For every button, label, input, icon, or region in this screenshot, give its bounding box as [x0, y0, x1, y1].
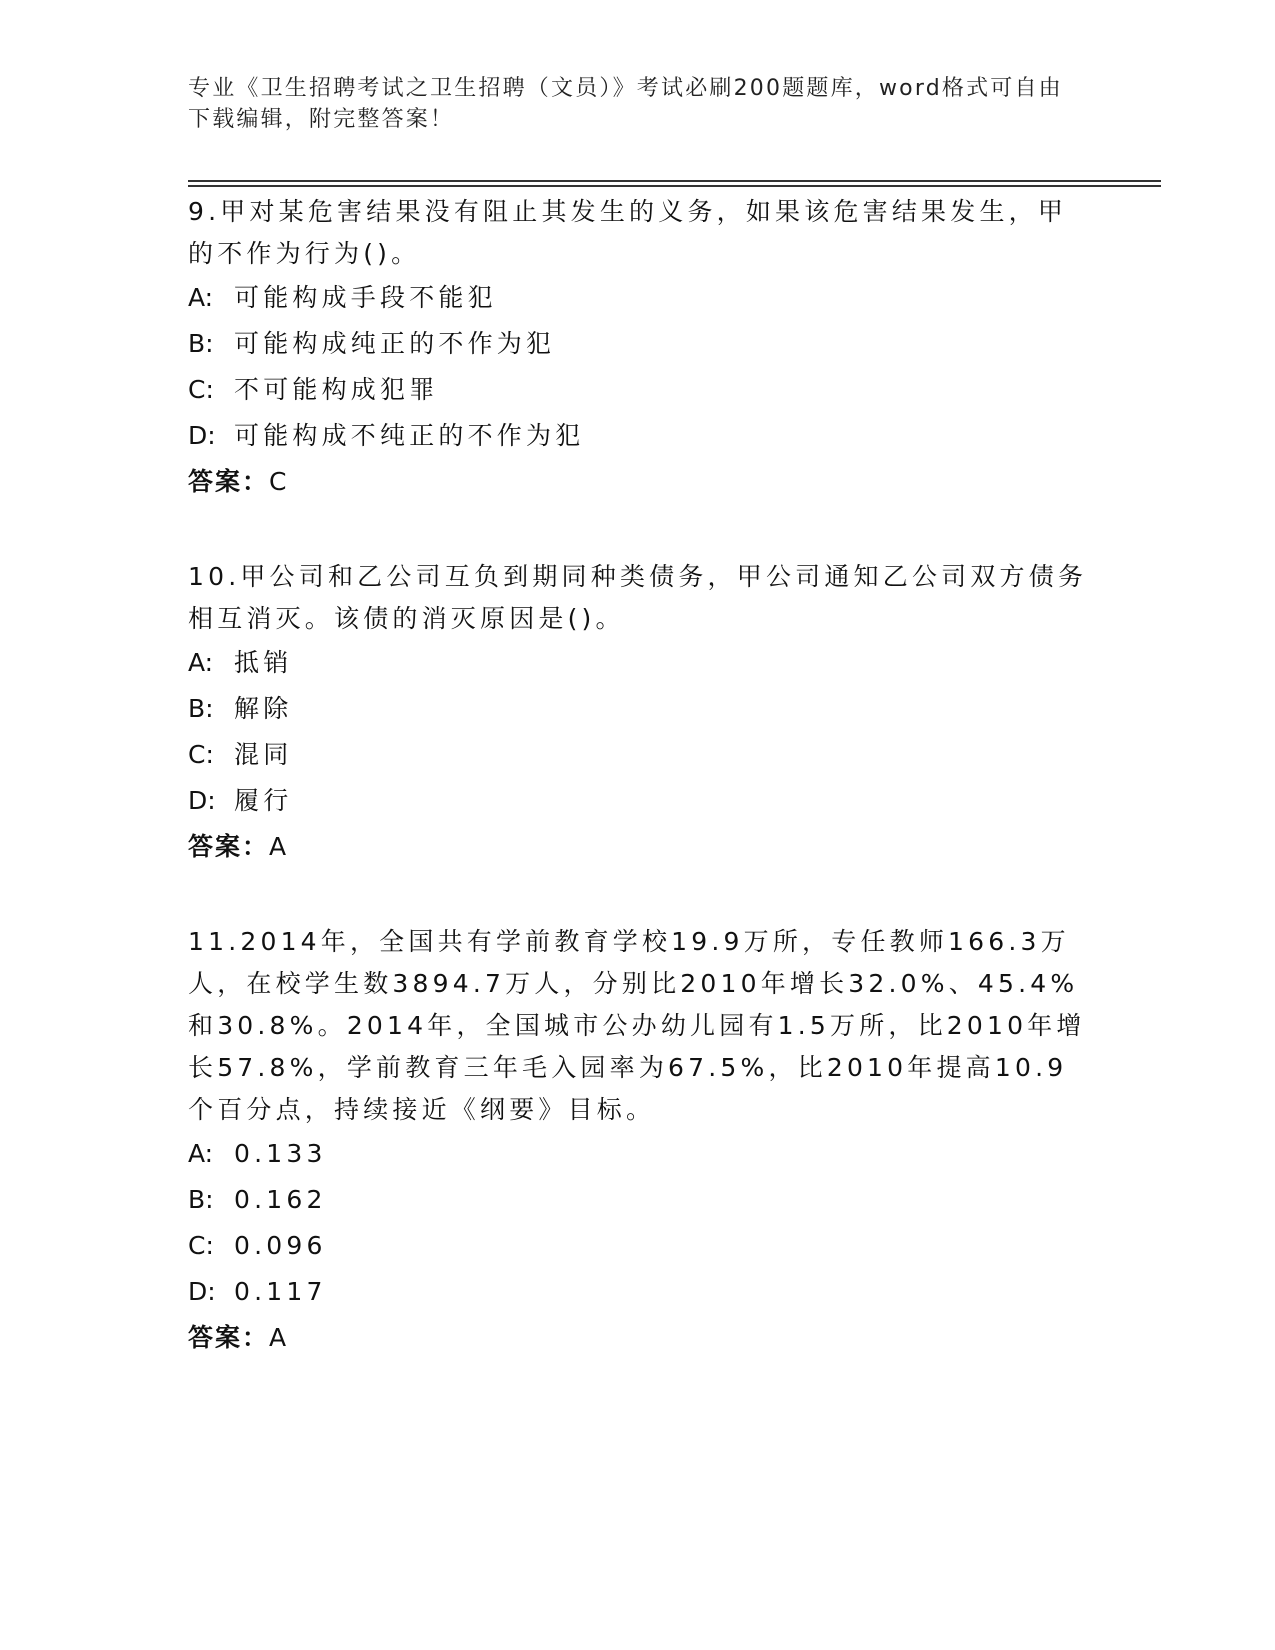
question-stem: 9.甲对某危害结果没有阻止其发生的义务，如果该危害结果发生，甲的不作为行为()。 [188, 197, 1068, 268]
option-b [188, 321, 1088, 367]
option-text: 解除 [234, 694, 293, 723]
answer-label: 答案： [188, 1323, 270, 1352]
option-text: 可能构成手段不能犯 [234, 283, 497, 312]
header-divider-bottom [188, 185, 1161, 187]
option-b [188, 686, 1088, 732]
answer-value: C [269, 467, 287, 496]
option-text: 履行 [234, 786, 293, 815]
option-text: 0.117 [234, 1277, 327, 1306]
option-key: D: [188, 421, 216, 450]
option-text: 0.096 [234, 1231, 327, 1260]
question-stem: 11.2014年，全国共有学前教育学校19.9万所，专任教师166.3万人，在校学生数3894.7万人，分别比2010年增长32.0%、45.4%和30.8%。2014年，全国城市公办幼儿园有1.5万所，比2010年增长57.8%，学前教育三年毛入园率为67.5%，比2010年提高10.9个百分点，持续接近《纲要》目标。 [188, 927, 1086, 1124]
option-key: A: [188, 283, 214, 312]
option-d [188, 778, 1088, 824]
option-b [188, 1177, 1088, 1223]
option-key: D: [188, 1277, 216, 1306]
answer-label: 答案： [188, 467, 270, 496]
option-key: B: [188, 1185, 214, 1214]
option-key: A: [188, 1139, 214, 1168]
answer-value: A [269, 1323, 287, 1352]
option-a [188, 275, 1088, 321]
answer-value: A [269, 832, 287, 861]
answer-line [188, 1315, 1088, 1361]
option-c [188, 1223, 1088, 1269]
option-a [188, 1131, 1088, 1177]
answer-label: 答案： [188, 832, 270, 861]
option-key: A: [188, 648, 214, 677]
option-c [188, 367, 1088, 413]
option-key: D: [188, 786, 216, 815]
option-text: 混同 [234, 740, 293, 769]
answer-line [188, 824, 1088, 870]
option-key: C: [188, 1231, 214, 1260]
question-11 [188, 921, 1088, 1361]
question-stem: 10.甲公司和乙公司互负到期同种类债务，甲公司通知乙公司双方债务相互消灭。该债的消灭原因是()。 [188, 562, 1088, 633]
question-10 [188, 556, 1088, 870]
answer-line [188, 459, 1088, 505]
option-text: 可能构成纯正的不作为犯 [234, 329, 556, 358]
option-key: C: [188, 375, 214, 404]
question-9 [188, 191, 1088, 505]
option-text: 0.162 [234, 1185, 327, 1214]
option-key: C: [188, 740, 214, 769]
option-key: B: [188, 694, 214, 723]
option-a [188, 640, 1088, 686]
option-d [188, 413, 1088, 459]
option-c [188, 732, 1088, 778]
header-divider-top [188, 180, 1161, 182]
option-text: 不可能构成犯罪 [234, 375, 439, 404]
option-key: B: [188, 329, 214, 358]
option-text: 抵销 [234, 648, 293, 677]
document-header: 专业《卫生招聘考试之卫生招聘（文员）》考试必刷200题题库，word格式可自由下载编辑，附完整答案！ [188, 76, 1063, 132]
option-text: 可能构成不纯正的不作为犯 [234, 421, 585, 450]
option-text: 0.133 [234, 1139, 327, 1168]
option-d [188, 1269, 1088, 1315]
